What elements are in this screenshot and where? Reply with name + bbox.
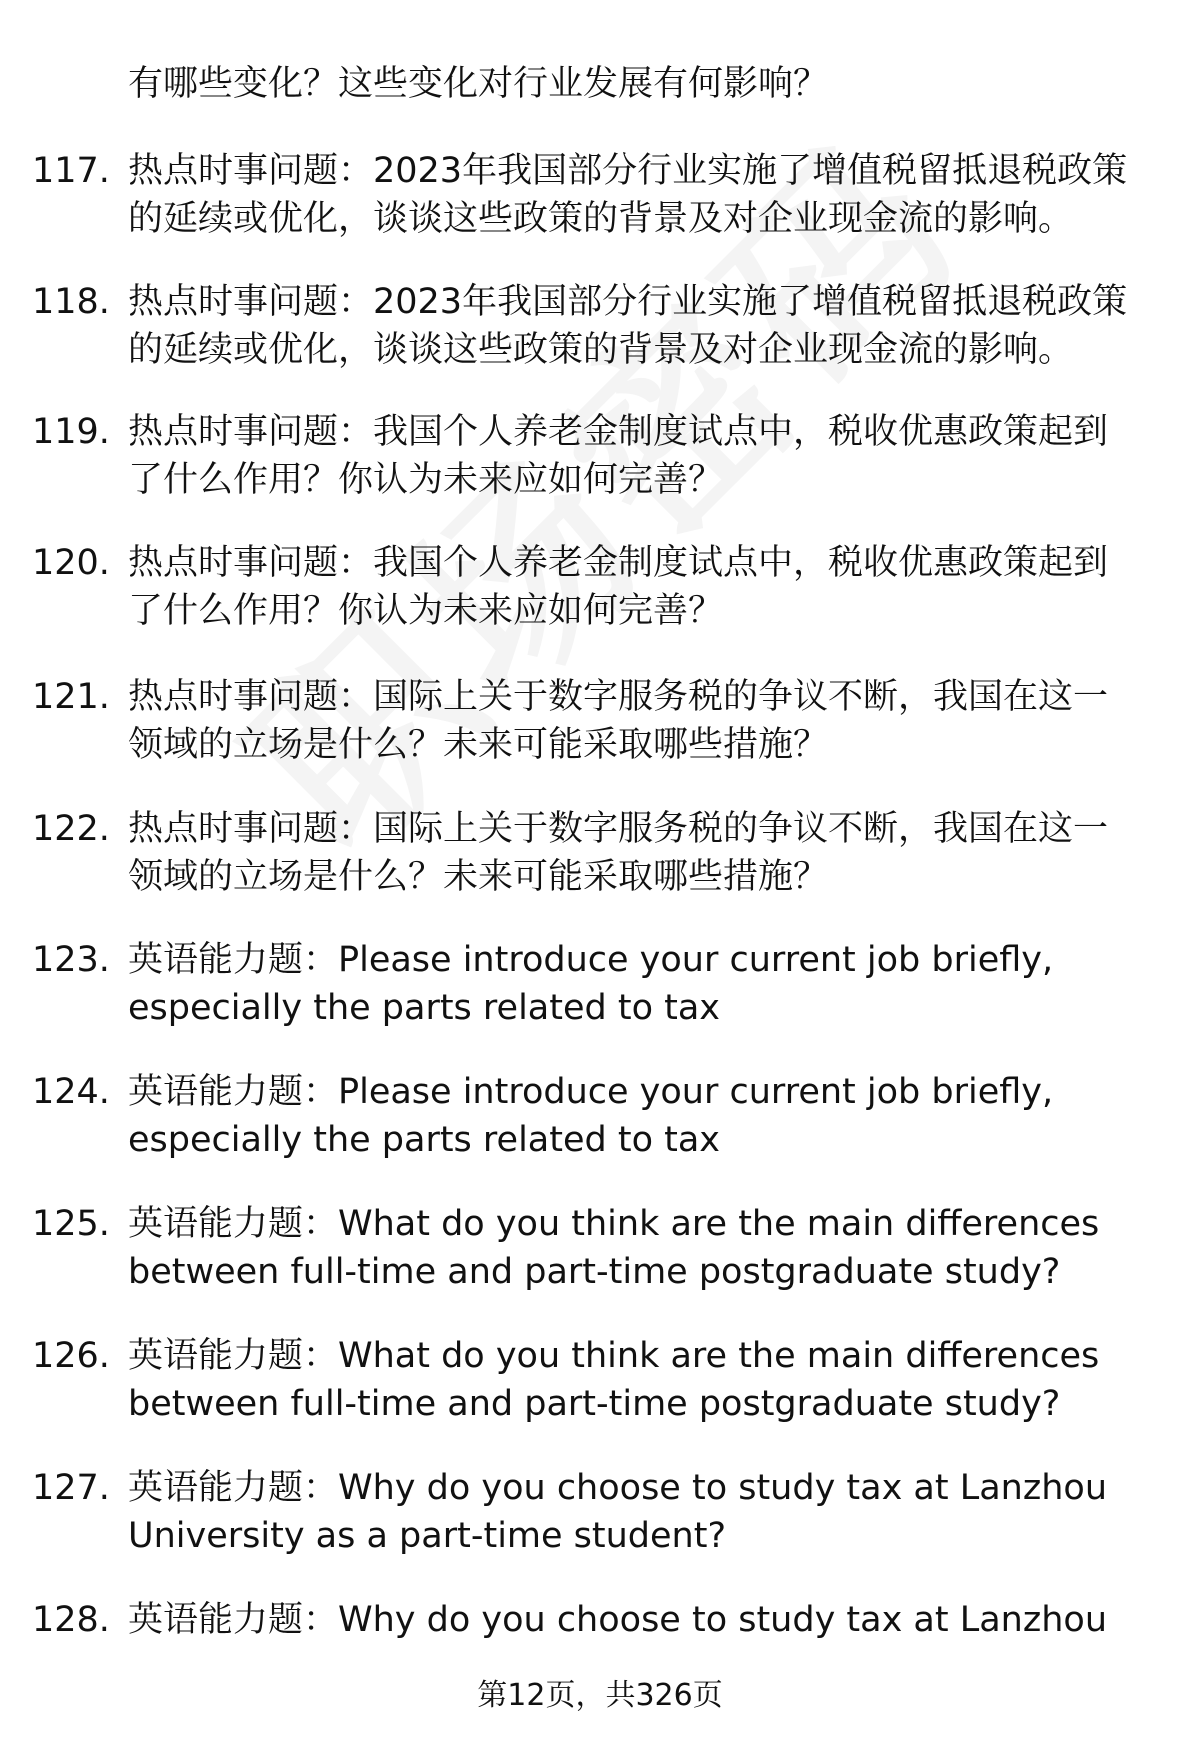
- question-number: 126.: [32, 1336, 110, 1376]
- question-number: 118.: [32, 282, 110, 322]
- question-number: 119.: [32, 412, 110, 452]
- question-text: 热点时事问题：国际上关于数字服务税的争议不断，我国在这一 领域的立场是什么？未来可能采取哪些措施？: [128, 809, 1109, 897]
- question-text: 英语能力题：Please introduce your current job briefly, especially the parts related to tax: [128, 940, 1054, 1028]
- question-number: 121.: [32, 677, 110, 717]
- question-text: 热点时事问题：2023年我国部分行业实施了增值税留抵退税政策 的延续或优化，谈谈这些政策的背景及对企业现金流的影响。: [128, 151, 1128, 239]
- page-footer: 第12页，共326页: [477, 1678, 723, 1713]
- question-number: 124.: [32, 1072, 110, 1112]
- question-text: 英语能力题：What do you think are the main differences between full-time and part-time postgraduate study?: [128, 1204, 1100, 1292]
- question-number: 122.: [32, 809, 110, 849]
- question-text: 热点时事问题：国际上关于数字服务税的争议不断，我国在这一 领域的立场是什么？未来可能采取哪些措施？: [128, 677, 1109, 765]
- question-number: 127.: [32, 1468, 110, 1508]
- question-text: 热点时事问题：2023年我国部分行业实施了增值税留抵退税政策 的延续或优化，谈谈这些政策的背景及对企业现金流的影响。: [128, 282, 1128, 370]
- question-number: 123.: [32, 940, 110, 980]
- question-text: 英语能力题：What do you think are the main differences between full-time and part-time postgraduate study?: [128, 1336, 1100, 1424]
- question-number: 128.: [32, 1600, 110, 1640]
- question-number: 117.: [32, 151, 110, 191]
- continuation-text: 有哪些变化？这些变化对行业发展有何影响？: [128, 64, 829, 104]
- question-number: 125.: [32, 1204, 110, 1244]
- question-text: 英语能力题：Why do you choose to study tax at Lanzhou: [128, 1600, 1108, 1640]
- question-text: 热点时事问题：我国个人养老金制度试点中，税收优惠政策起到 了什么作用？你认为未来应如何完善？: [128, 412, 1109, 500]
- question-number: 120.: [32, 543, 110, 583]
- question-text: 英语能力题：Why do you choose to study tax at Lanzhou University as a part-time student?: [128, 1468, 1108, 1556]
- question-text: 热点时事问题：我国个人养老金制度试点中，税收优惠政策起到 了什么作用？你认为未来应如何完善？: [128, 543, 1109, 631]
- question-text: 英语能力题：Please introduce your current job briefly, especially the parts related to tax: [128, 1072, 1054, 1160]
